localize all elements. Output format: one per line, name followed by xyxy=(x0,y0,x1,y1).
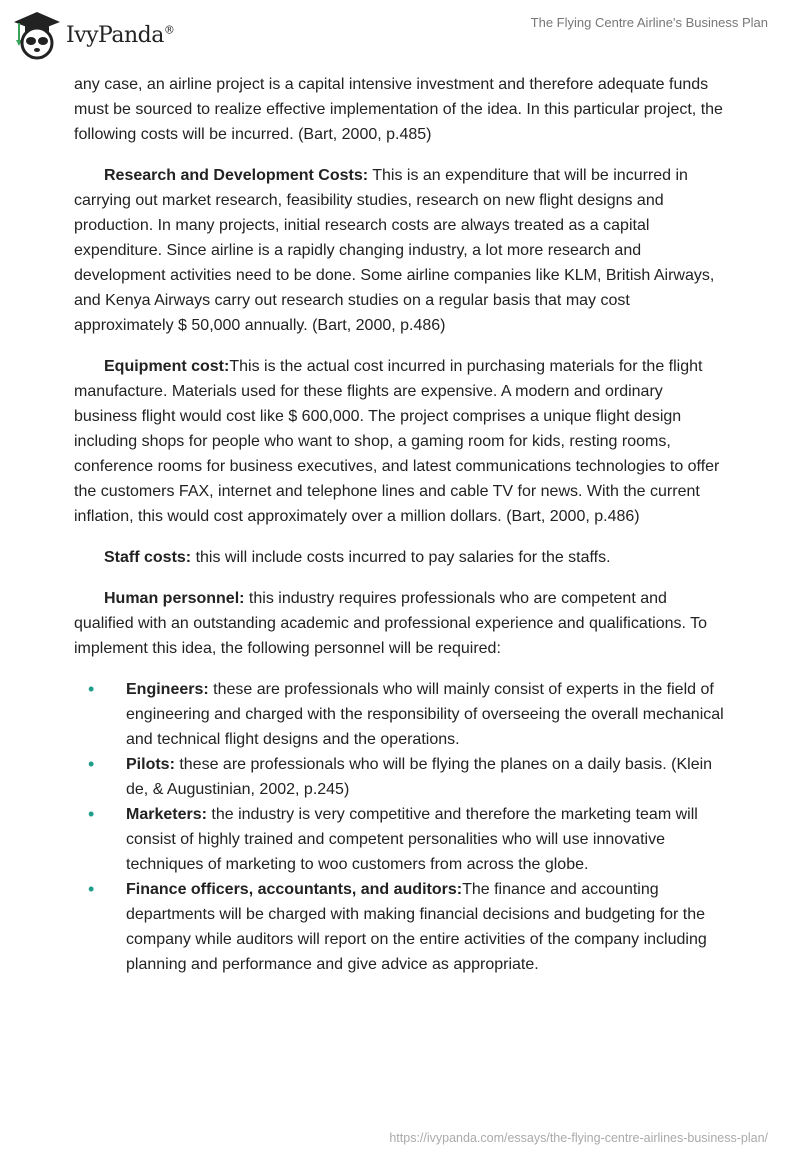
logo-text: IvyPanda® xyxy=(66,22,175,48)
personnel-list xyxy=(0,677,726,977)
paragraph: any case, an airline project is a capital intensive investment and therefore adequate funds must be sourced to realize effective implementation of the idea. In this particular project, the following costs will be incurred. (Bart, 2000, p.485) xyxy=(74,76,723,143)
bullet-icon: • xyxy=(88,679,95,699)
bullet-icon: • xyxy=(88,804,95,824)
panda-graduate-icon xyxy=(14,10,60,60)
paragraph: Research and Development Costs: This is an expenditure that will be incurred in carrying out market research, feasibility studies, research on new flight designs and production. In many projects, initial research costs are always treated as a capital expenditure. Since airline is a rapidly changing industry, a lot more research and development activities need to be done. Some airline companies like KLM, British Airways, and Kenya Airways carry out research studies on a regular basis that may cost approximately $ 50,000 annually. (Bart, 2000, p.486) xyxy=(74,167,715,334)
list-item: • Marketers: the industry is very competitive and therefore the marketing team will consist of highly trained and competent personalities who will use innovative techniques of marketing to woo customers from across the globe. xyxy=(88,804,698,873)
ivypanda-logo[interactable] xyxy=(14,10,174,60)
bullet-icon: • xyxy=(88,879,95,899)
paragraph: Staff costs: this will include costs incurred to pay salaries for the staffs. xyxy=(104,549,611,566)
paragraph: Equipment cost:This is the actual cost incurred in purchasing materials for the flight manufacture. Materials used for these flights are expensive. A modern and ordinary business flight would cost like $ 600,000. The project comprises a unique flight design including shops for people who want to shop, a gaming room for kids, resting rooms, conference rooms for business executives, and latest communications technologies to offer the customers FAX, internet and telephone lines and cable TV for news. With the current inflation, this would cost approximately over a million dollars. (Bart, 2000, p.486) xyxy=(74,358,720,525)
list-item: • Engineers: these are professionals who will mainly consist of experts in the field of engineering and charged with the responsibility of overseeing the overall mechanical and technical flight designs and the operations. xyxy=(88,679,724,748)
document-body xyxy=(74,72,726,977)
document-title: The Flying Centre Airline's Business Plan xyxy=(530,15,768,30)
paragraph: Human personnel: this industry requires professionals who are competent and qualified with an outstanding academic and professional experience and qualifications. To implement this idea, the following personnel will be required: xyxy=(74,590,708,657)
source-url[interactable]: https://ivypanda.com/essays/the-flying-centre-airlines-business-plan/ xyxy=(389,1131,768,1145)
list-item: • Finance officers, accountants, and auditors:The finance and accounting departments will be charged with making financial decisions and budgeting for the company while auditors will report on the entire activities of the company including planning and performance and give advice as appropriate. xyxy=(88,879,707,973)
bullet-icon: • xyxy=(88,754,95,774)
list-item: • Pilots: these are professionals who will be flying the planes on a daily basis. (Klein de, & Augustinian, 2002, p.245) xyxy=(88,754,713,798)
